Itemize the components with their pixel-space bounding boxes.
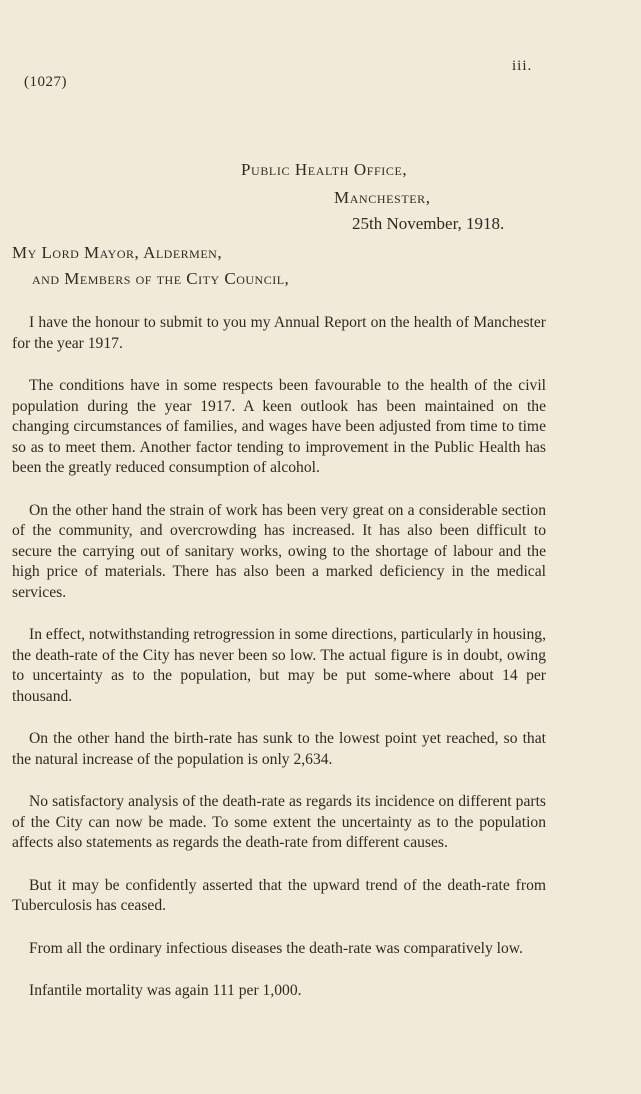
salutation-line-1: My Lord Mayor, Aldermen, xyxy=(12,243,223,262)
report-body xyxy=(12,313,546,1024)
address-office: Public Health Office, xyxy=(241,160,408,179)
paragraph-birth-rate: On the other hand the birth-rate has sunk to the lowest point yet reached, so that the natural increase of the population is only 2,634. xyxy=(12,730,546,768)
paragraph-infectious-diseases: From all the ordinary infectious diseases the death-rate was comparatively low. xyxy=(29,939,523,957)
letter-date: 25th November, 1918. xyxy=(352,214,505,233)
salutation-line-2: and Members of the City Council, xyxy=(32,269,290,288)
paragraph-tuberculosis: But it may be confidently asserted that the upward trend of the death-rate from Tuberculosis has ceased. xyxy=(12,876,546,914)
paragraph-analysis: No satisfactory analysis of the death-rate as regards its incidence on different parts of the City can now be made. To some extent the uncertainty as to the population affects also statements as regards the death-rate from different causes. xyxy=(12,793,546,851)
paragraph-strain-of-work: On the other hand the strain of work has been very great on a considerable section of the community, and overcrowding has increased. It has also been difficult to secure the carrying out of sanitary works, owing to the shortage of labour and the high price of materials. There has also been a marked deficiency in the medical services. xyxy=(12,501,546,601)
paragraph-favourable-conditions: The conditions have in some respects been favourable to the health of the civil population during the year 1917. A keen outlook has been maintained on the changing circumstances of families, and wages have been adjusted from time to time so as to meet them. Another factor tending to improvement in the Public Health has been the greatly reduced consumption of alcohol. xyxy=(12,377,546,476)
roman-page-numeral: iii. xyxy=(512,58,533,74)
address-city: Manchester, xyxy=(334,188,431,207)
paragraph-death-rate: In effect, notwithstanding retrogression in some directions, particularly in housing, the death-rate of the City has never been so low. The actual figure is in doubt, owing to uncertainty as to the population, but may be put some-where about 14 per thousand. xyxy=(12,626,546,705)
paragraph-intro: I have the honour to submit to you my Annual Report on the health of Manchester for the year 1917. xyxy=(12,314,546,352)
paragraph-infantile-mortality: Infantile mortality was again 111 per 1,000. xyxy=(29,982,302,999)
page-number: (1027) xyxy=(24,74,67,90)
